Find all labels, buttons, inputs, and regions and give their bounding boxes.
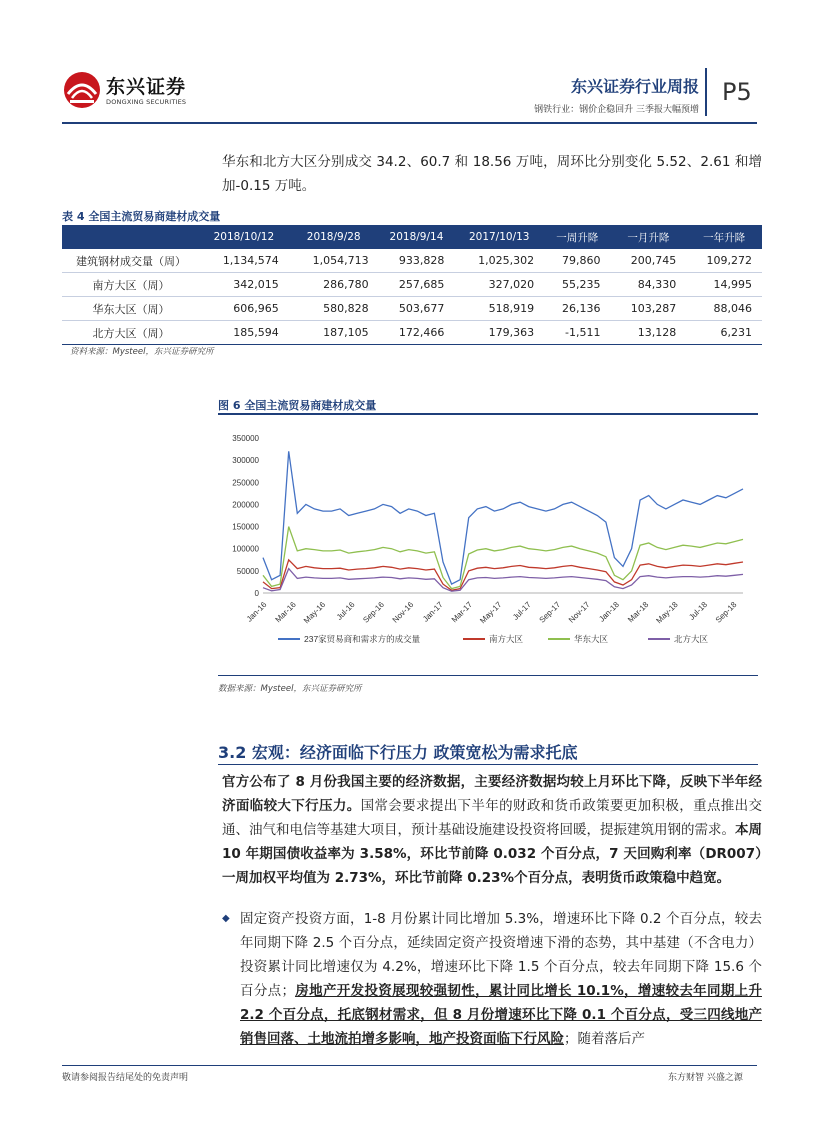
table-row [62, 297, 762, 321]
table-header-cell: 2018/9/28 [289, 225, 379, 249]
table-cell: 6,231 [686, 321, 762, 345]
investment-bullet [240, 907, 762, 1051]
line-chart [218, 420, 758, 670]
table-cell: 1,054,713 [289, 249, 379, 273]
x-tick-label: Sep-16 [361, 600, 386, 625]
table-cell: 103,287 [610, 297, 686, 321]
x-tick-label: Jan-17 [420, 600, 445, 624]
section-rule [218, 764, 758, 765]
logo-text-cn: 东兴证券 [106, 76, 187, 98]
table-cell: 1,134,574 [199, 249, 289, 273]
series-line [263, 451, 743, 584]
macro-bold-lead: 官方公布了 8 月份我国主要的经济数据，主要经济数据均较上月环比下降，反映下半年经济面临较大下行压力。 [222, 774, 762, 814]
x-tick-label: Mar-18 [626, 600, 651, 625]
x-tick-label: Nov-17 [566, 600, 592, 625]
bullet-normal-tail: ；随着落后产 [564, 1031, 645, 1047]
table-cell: 342,015 [199, 273, 289, 297]
y-tick-label: 150000 [232, 522, 259, 532]
y-tick-label: 100000 [232, 544, 259, 554]
y-tick-label: 350000 [232, 434, 259, 443]
logo-mark-icon [62, 70, 102, 110]
page-number: P5 [722, 78, 752, 106]
table-cell: 北方大区（周） [62, 321, 199, 345]
table-header-cell: 2018/10/12 [199, 225, 289, 249]
x-tick-label: Sep-18 [713, 600, 739, 625]
table-cell: 84,330 [610, 273, 686, 297]
table-header-row [62, 225, 762, 249]
x-tick-label: Mar-17 [449, 600, 475, 625]
header-rule [62, 122, 757, 124]
x-tick-label: May-18 [654, 600, 680, 626]
trade-volume-table [62, 225, 762, 345]
table-row [62, 249, 762, 273]
figure-bottom-rule [218, 675, 758, 676]
bullet-normal-text: 固定资产投资方面，1-8 月份累计同比增加 5.3%，增速环比下降 0.2 个百分点，较去年同期下降 2.5 个百分点，延续固定资产投资增速下滑的态势，其中基建（不含电力）投资累计同比增速仅为 4.2%，增速环比下降 1.5 个百分点，较去年同期下降 15.6 个百分点； [240, 911, 762, 999]
intro-paragraph: 华东和北方大区分别成交 34.2、60.7 和 18.56 万吨，周环比分别变化 5.52、2.61 和增加-0.15 万吨。 [222, 154, 762, 194]
table-cell: 55,235 [544, 273, 610, 297]
table-cell: 13,128 [610, 321, 686, 345]
legend-label: 237家贸易商和需求方的成交量 [304, 634, 421, 644]
table-cell: 606,965 [199, 297, 289, 321]
figure-source: 数据来源：Mysteel，东兴证券研究所 [218, 684, 362, 694]
table-cell: 518,919 [454, 297, 544, 321]
table-cell: 187,105 [289, 321, 379, 345]
table-cell: 109,272 [686, 249, 762, 273]
report-subtitle: 钢铁行业：钢价企稳回升 三季报大幅预增 [534, 105, 699, 115]
y-tick-label: 250000 [232, 478, 259, 488]
x-tick-label: Jul-17 [511, 600, 533, 622]
header-divider [705, 68, 707, 116]
x-tick-label: Nov-16 [390, 600, 416, 625]
footer-slogan: 东方财智 兴盛之源 [668, 1073, 743, 1083]
x-tick-label: Jan-18 [597, 600, 621, 624]
figure-top-rule [218, 413, 758, 415]
table-header-cell: 一年升降 [686, 225, 762, 249]
company-logo [62, 66, 212, 118]
footer-disclaimer: 敬请参阅报告结尾处的免责声明 [62, 1073, 189, 1083]
table-cell: 503,677 [379, 297, 455, 321]
table-cell: 79,860 [544, 249, 610, 273]
table-cell: 286,780 [289, 273, 379, 297]
x-tick-label: Mar-16 [273, 600, 298, 625]
table-row [62, 321, 762, 345]
figure-title: 图 6 全国主流贸易商建材成交量 [218, 399, 377, 412]
table-cell: -1,511 [544, 321, 610, 345]
table-source: 资料来源：Mysteel，东兴证券研究所 [70, 347, 214, 357]
y-tick-label: 50000 [236, 566, 259, 576]
macro-bold-rates: 本周 10 年期国债收益率为 3.58%，环比节前降 0.032 个百分点，7 天回购利率（DR007）一周加权平均值为 2.73%，环比节前降 0.23%个百分点，表明货币政策稳中趋宽。 [222, 822, 762, 886]
bullet-diamond-icon: ◆ [222, 913, 230, 924]
table-cell: 257,685 [379, 273, 455, 297]
table-title: 表 4 全国主流贸易商建材成交量 [62, 210, 221, 223]
table-cell: 172,466 [379, 321, 455, 345]
table-cell: 580,828 [289, 297, 379, 321]
x-tick-label: Jul-16 [334, 600, 357, 622]
legend-label: 北方大区 [674, 634, 709, 644]
footer-rule [62, 1065, 757, 1066]
table-header-cell: 2017/10/13 [454, 225, 544, 249]
table-cell: 南方大区（周） [62, 273, 199, 297]
report-title: 东兴证券行业周报 [570, 77, 699, 96]
table-cell: 14,995 [686, 273, 762, 297]
x-tick-label: Sep-17 [537, 600, 563, 625]
series-line [263, 527, 743, 589]
bullet-bold-underlined: 房地产开发投资展现较强韧性，累计同比增长 10.1%，增速较去年同期上升 2.2 个百分点，托底钢材需求，但 8 月份增速环比下降 0.1 个百分点，受三四线地产销售回落、土地流拍增多影响，地产投资面临下行风险 [240, 983, 762, 1047]
table-cell: 88,046 [686, 297, 762, 321]
y-tick-label: 200000 [232, 500, 259, 510]
series-line [263, 569, 743, 592]
macro-paragraph [222, 770, 762, 890]
table-header-cell: 一周升降 [544, 225, 610, 249]
table-cell: 1,025,302 [454, 249, 544, 273]
table-header-cell [62, 225, 199, 249]
y-tick-label: 0 [254, 589, 259, 598]
logo-text-en: DONGXING SECURITIES [106, 98, 187, 106]
legend-label: 南方大区 [489, 634, 524, 644]
table-cell: 200,745 [610, 249, 686, 273]
table-cell: 933,828 [379, 249, 455, 273]
y-tick-label: 300000 [232, 456, 259, 466]
x-tick-label: Jan-16 [244, 600, 269, 624]
x-tick-label: May-16 [301, 600, 328, 626]
table-cell: 185,594 [199, 321, 289, 345]
table-row [62, 273, 762, 297]
x-tick-label: Jul-18 [687, 600, 710, 622]
x-tick-label: May-17 [478, 600, 504, 626]
table-header-cell: 2018/9/14 [379, 225, 455, 249]
table-cell: 26,136 [544, 297, 610, 321]
table-cell: 华东大区（周） [62, 297, 199, 321]
table-header-cell: 一月升降 [610, 225, 686, 249]
series-line [263, 560, 743, 591]
legend-label: 华东大区 [574, 634, 609, 644]
table-cell: 327,020 [454, 273, 544, 297]
table-cell: 建筑钢材成交量（周） [62, 249, 199, 273]
section-title: 3.2 宏观：经济面临下行压力 政策宽松为需求托底 [218, 743, 578, 762]
table-cell: 179,363 [454, 321, 544, 345]
macro-normal-text: 国常会要求提出下半年的财政和货币政策要更加积极，重点推出交通、油气和电信等基建大项目，预计基础设施建设投资将回暖，提振建筑用钢的需求。 [222, 798, 763, 838]
